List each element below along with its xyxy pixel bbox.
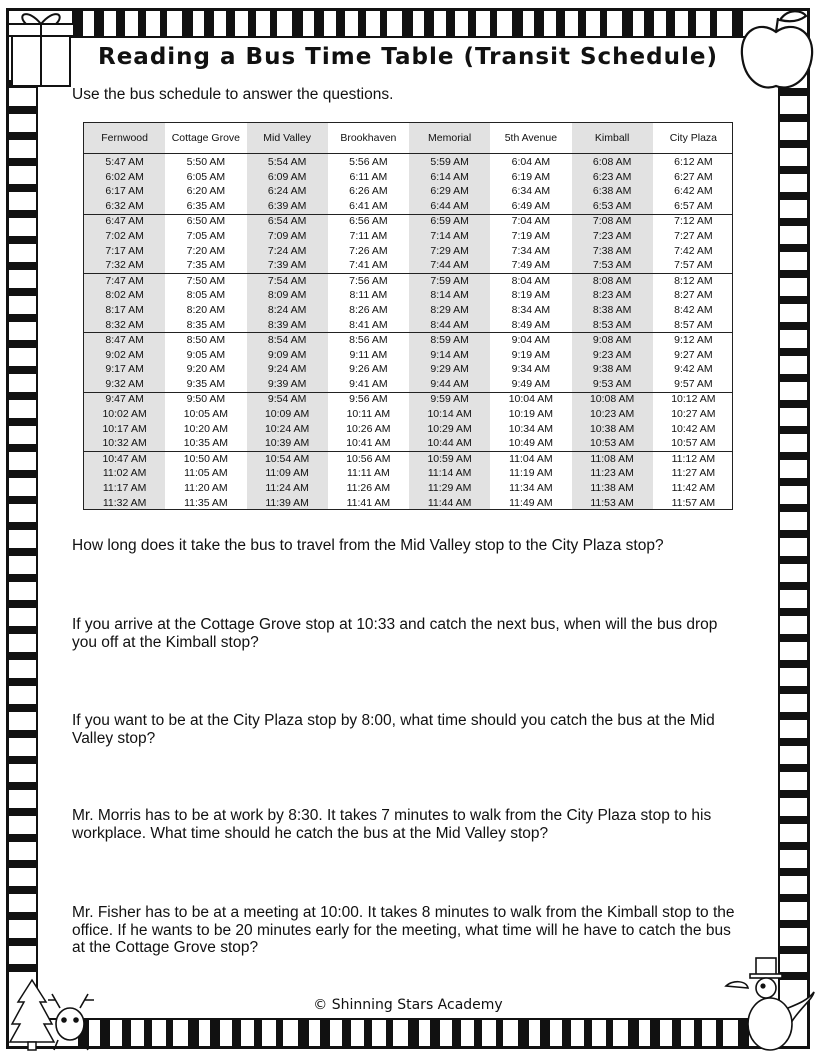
time-cell: 10:53 AM	[589, 437, 635, 450]
time-cell: 6:41 AM	[349, 200, 388, 213]
time-cell: 11:26 AM	[346, 481, 391, 494]
time-cell: 8:05 AM	[186, 289, 226, 302]
time-cell: 7:12 AM	[674, 215, 713, 228]
time-cell: 11:17 AM	[102, 481, 147, 494]
time-cell: 8:38 AM	[592, 304, 632, 316]
time-cell: 11:32 AM	[102, 496, 147, 509]
time-cell: 7:24 AM	[267, 244, 307, 257]
time-cell: 10:12 AM	[671, 393, 716, 406]
time-cell: 6:11 AM	[349, 170, 388, 183]
time-cell: 10:57 AM	[671, 437, 716, 450]
time-cell: 10:24 AM	[264, 422, 310, 435]
time-cell: 7:04 AM	[511, 215, 551, 228]
time-cell: 10:08 AM	[589, 393, 635, 406]
time-cell: 6:59 AM	[430, 215, 469, 228]
time-cell: 7:35 AM	[186, 259, 226, 272]
time-cell: 6:26 AM	[349, 185, 388, 198]
time-cell: 8:32 AM	[105, 318, 144, 331]
time-cell: 11:44 AM	[427, 496, 472, 509]
column-header: City Plaza	[669, 132, 717, 144]
time-cell: 9:09 AM	[267, 348, 307, 361]
time-cell: 8:42 AM	[674, 304, 713, 316]
time-cell: 9:42 AM	[674, 363, 713, 376]
time-cell: 6:19 AM	[511, 170, 551, 183]
time-cell: 11:19 AM	[509, 467, 553, 480]
column-header: Memorial	[428, 132, 472, 144]
time-cell: 9:14 AM	[430, 348, 469, 361]
time-cell: 8:44 AM	[430, 318, 469, 331]
time-cell: 8:53 AM	[592, 318, 632, 331]
time-cell: 6:04 AM	[511, 156, 551, 168]
time-cell: 11:12 AM	[671, 452, 716, 465]
time-cell: 6:49 AM	[511, 200, 551, 213]
time-cell: 7:32 AM	[105, 259, 144, 272]
time-cell: 8:47 AM	[105, 333, 144, 346]
time-cell: 9:29 AM	[430, 363, 469, 376]
time-cell: 10:54 AM	[264, 452, 310, 465]
time-cell: 9:04 AM	[511, 333, 551, 346]
time-cell: 9:53 AM	[592, 378, 632, 390]
time-cell: 7:47 AM	[105, 274, 144, 287]
time-cell: 10:59 AM	[427, 452, 472, 465]
time-cell: 9:12 AM	[674, 333, 713, 346]
time-cell: 6:44 AM	[430, 200, 469, 213]
time-cell: 10:14 AM	[427, 407, 472, 420]
question-2: If you arrive at the Cottage Grove stop at 10:33 and catch the next bus, when will the bus drop you off at the Kimball stop?	[72, 616, 718, 651]
time-cell: 10:41 AM	[346, 437, 391, 450]
instructions: Use the bus schedule to answer the questions.	[72, 86, 394, 103]
column-header: 5th Avenue	[504, 132, 558, 144]
time-cell: 11:02 AM	[102, 467, 147, 480]
time-cell: 7:09 AM	[267, 230, 307, 242]
time-cell: 10:44 AM	[427, 437, 472, 450]
time-cell: 5:54 AM	[267, 156, 307, 168]
time-cell: 7:44 AM	[430, 259, 469, 272]
time-cell: 10:19 AM	[508, 407, 554, 420]
column-header: Brookhaven	[340, 132, 397, 144]
time-cell: 10:27 AM	[671, 407, 716, 420]
time-cell: 7:17 AM	[105, 244, 144, 257]
time-cell: 9:47 AM	[105, 393, 144, 406]
time-cell: 9:44 AM	[430, 378, 469, 390]
time-cell: 8:20 AM	[186, 304, 226, 316]
time-cell: 7:05 AM	[186, 230, 226, 242]
time-cell: 11:41 AM	[346, 496, 391, 509]
time-cell: 7:11 AM	[349, 230, 388, 242]
time-cell: 7:14 AM	[430, 230, 469, 242]
time-cell: 6:08 AM	[592, 156, 632, 168]
time-cell: 8:54 AM	[267, 333, 307, 346]
time-cell: 9:23 AM	[592, 348, 632, 361]
time-cell: 6:12 AM	[674, 156, 713, 168]
time-cell: 9:20 AM	[186, 363, 226, 376]
column-header: Mid Valley	[263, 132, 311, 144]
time-cell: 11:29 AM	[427, 481, 472, 494]
time-cell: 11:05 AM	[184, 467, 228, 480]
time-cell: 8:27 AM	[674, 289, 713, 302]
time-cell: 6:24 AM	[267, 185, 307, 198]
time-cell: 5:50 AM	[186, 156, 226, 168]
column-header: Cottage Grove	[171, 132, 241, 144]
time-cell: 8:57 AM	[674, 318, 713, 331]
time-cell: 10:38 AM	[589, 422, 635, 435]
time-cell: 10:49 AM	[508, 437, 554, 450]
time-cell: 9:19 AM	[511, 348, 551, 361]
time-cell: 7:19 AM	[511, 230, 551, 242]
time-cell: 11:34 AM	[509, 481, 553, 494]
question-3: If you want to be at the City Plaza stop by 8:00, what time should you catch the bus at the Mid Valley stop?	[72, 712, 715, 747]
time-cell: 7:57 AM	[674, 259, 713, 272]
time-cell: 11:27 AM	[671, 467, 716, 480]
time-cell: 9:02 AM	[105, 348, 144, 361]
time-cell: 6:32 AM	[105, 200, 144, 213]
time-cell: 9:50 AM	[186, 393, 226, 406]
time-cell: 8:59 AM	[430, 333, 469, 346]
time-cell: 9:35 AM	[186, 378, 226, 390]
time-cell: 8:35 AM	[186, 318, 226, 331]
time-cell: 7:29 AM	[430, 244, 469, 257]
time-cell: 8:50 AM	[186, 333, 226, 346]
time-cell: 8:34 AM	[511, 304, 551, 316]
time-cell: 7:27 AM	[674, 230, 713, 242]
time-cell: 9:54 AM	[267, 393, 307, 406]
time-cell: 7:49 AM	[511, 259, 551, 272]
time-cell: 9:34 AM	[511, 363, 551, 376]
question-1: How long does it take the bus to travel from the Mid Valley stop to the City Plaza stop?	[72, 537, 664, 554]
time-cell: 5:56 AM	[349, 156, 388, 168]
question-4: Mr. Morris has to be at work by 8:30. It takes 7 minutes to walk from the City Plaza stop to his workplace. What time should he catch the bus at the Mid Valley stop?	[72, 807, 712, 842]
time-cell: 8:11 AM	[349, 289, 388, 302]
time-cell: 6:47 AM	[105, 215, 144, 228]
time-cell: 7:34 AM	[511, 244, 551, 257]
column-header: Kimball	[594, 132, 630, 144]
time-cell: 6:34 AM	[511, 185, 551, 198]
time-cell: 10:29 AM	[427, 422, 472, 435]
christmas-tree-icon	[10, 980, 54, 1050]
time-cell: 9:17 AM	[105, 363, 144, 376]
time-cell: 10:47 AM	[102, 452, 147, 465]
time-cell: 10:35 AM	[183, 437, 229, 450]
time-cell: 10:32 AM	[102, 437, 147, 450]
time-cell: 9:32 AM	[105, 378, 144, 390]
time-cell: 8:29 AM	[430, 304, 469, 316]
time-cell: 9:27 AM	[674, 348, 713, 361]
time-cell: 10:02 AM	[102, 407, 147, 420]
time-cell: 6:39 AM	[267, 200, 307, 213]
time-cell: 7:39 AM	[267, 259, 307, 272]
time-cell: 9:41 AM	[349, 378, 388, 390]
time-cell: 8:26 AM	[349, 304, 388, 316]
time-cell: 11:14 AM	[427, 467, 472, 480]
time-cell: 11:23 AM	[590, 467, 634, 480]
time-cell: 10:50 AM	[183, 452, 229, 465]
time-cell: 11:42 AM	[671, 481, 716, 494]
time-cell: 9:39 AM	[267, 378, 307, 390]
time-cell: 8:14 AM	[430, 289, 469, 302]
time-cell: 11:39 AM	[265, 496, 309, 509]
time-cell: 11:08 AM	[590, 452, 634, 465]
time-cell: 11:20 AM	[184, 481, 228, 494]
time-cell: 8:12 AM	[674, 274, 713, 287]
time-cell: 5:59 AM	[430, 156, 469, 168]
time-cell: 7:02 AM	[105, 230, 144, 242]
time-cell: 5:47 AM	[105, 156, 144, 168]
time-cell: 7:08 AM	[592, 215, 632, 228]
time-cell: 9:05 AM	[186, 348, 226, 361]
time-cell: 9:59 AM	[430, 393, 469, 406]
time-cell: 6:29 AM	[430, 185, 469, 198]
time-cell: 10:17 AM	[102, 422, 147, 435]
time-cell: 6:09 AM	[267, 170, 307, 183]
time-cell: 7:38 AM	[592, 244, 632, 257]
time-cell: 10:56 AM	[346, 452, 391, 465]
time-cell: 9:49 AM	[511, 378, 551, 390]
time-cell: 6:23 AM	[592, 170, 632, 183]
time-cell: 7:42 AM	[674, 244, 713, 257]
time-cell: 11:04 AM	[509, 452, 553, 465]
time-cell: 11:11 AM	[346, 467, 390, 480]
time-cell: 6:53 AM	[592, 200, 632, 213]
time-cell: 8:19 AM	[511, 289, 551, 302]
time-cell: 8:02 AM	[105, 289, 144, 302]
copyright-footer: © Shinning Stars Academy	[313, 997, 503, 1013]
time-cell: 10:42 AM	[671, 422, 716, 435]
time-cell: 7:23 AM	[592, 230, 632, 242]
time-cell: 7:53 AM	[592, 259, 632, 272]
time-cell: 11:49 AM	[509, 496, 553, 509]
time-cell: 8:17 AM	[105, 304, 144, 316]
time-cell: 10:20 AM	[183, 422, 229, 435]
time-cell: 8:49 AM	[511, 318, 551, 331]
question-5: Mr. Fisher has to be at a meeting at 10:00. It takes 8 minutes to walk from the Kimball stop to the office. If he wants to be 20 minutes early for the meeting, what time will he have to catch the bus at the Cottage Grove stop?	[72, 904, 735, 956]
time-cell: 7:41 AM	[349, 259, 388, 272]
time-cell: 8:23 AM	[592, 289, 632, 302]
time-cell: 6:17 AM	[105, 185, 144, 198]
time-cell: 7:56 AM	[349, 274, 388, 287]
time-cell: 10:11 AM	[346, 407, 391, 420]
time-cell: 10:23 AM	[589, 407, 635, 420]
time-cell: 10:04 AM	[508, 393, 554, 406]
time-cell: 11:38 AM	[590, 481, 634, 494]
time-cell: 6:05 AM	[186, 170, 226, 183]
column-header: Fernwood	[101, 132, 148, 144]
time-cell: 9:38 AM	[592, 363, 632, 376]
time-cell: 9:24 AM	[267, 363, 307, 376]
time-cell: 9:57 AM	[674, 378, 713, 390]
time-cell: 6:20 AM	[186, 185, 226, 198]
time-cell: 11:53 AM	[590, 496, 634, 509]
time-cell: 11:35 AM	[184, 496, 228, 509]
time-cell: 6:50 AM	[186, 215, 226, 228]
time-cell: 6:35 AM	[186, 200, 226, 213]
time-cell: 10:26 AM	[346, 422, 391, 435]
time-cell: 9:56 AM	[349, 393, 388, 406]
worksheet-title: Reading a Bus Time Table (Transit Schedule)	[98, 44, 718, 70]
time-cell: 8:04 AM	[511, 274, 551, 287]
time-cell: 8:08 AM	[592, 274, 632, 287]
time-cell: 7:59 AM	[430, 274, 469, 287]
time-cell: 6:56 AM	[349, 215, 388, 228]
time-cell: 10:09 AM	[264, 407, 310, 420]
time-cell: 7:54 AM	[267, 274, 307, 287]
time-cell: 6:57 AM	[674, 200, 713, 213]
time-cell: 9:11 AM	[349, 348, 388, 361]
time-cell: 10:05 AM	[183, 407, 229, 420]
time-cell: 7:50 AM	[186, 274, 226, 287]
time-cell: 6:42 AM	[674, 185, 713, 198]
time-cell: 7:26 AM	[349, 244, 388, 257]
time-cell: 11:57 AM	[671, 496, 716, 509]
time-cell: 10:34 AM	[508, 422, 554, 435]
bus-timetable	[83, 122, 733, 510]
time-cell: 11:24 AM	[265, 481, 309, 494]
time-cell: 6:54 AM	[267, 215, 307, 228]
time-cell: 11:09 AM	[265, 467, 309, 480]
time-cell: 8:09 AM	[267, 289, 307, 302]
time-cell: 8:39 AM	[267, 318, 307, 331]
time-cell: 8:41 AM	[349, 318, 388, 331]
time-cell: 6:02 AM	[105, 170, 144, 183]
time-cell: 10:39 AM	[264, 437, 310, 450]
time-cell: 6:14 AM	[430, 170, 469, 183]
time-cell: 8:24 AM	[267, 304, 307, 316]
time-cell: 9:08 AM	[592, 333, 632, 346]
time-cell: 6:27 AM	[674, 170, 713, 183]
time-cell: 8:56 AM	[349, 333, 388, 346]
time-cell: 9:26 AM	[349, 363, 388, 376]
time-cell: 6:38 AM	[592, 185, 632, 198]
time-cell: 7:20 AM	[186, 244, 226, 257]
